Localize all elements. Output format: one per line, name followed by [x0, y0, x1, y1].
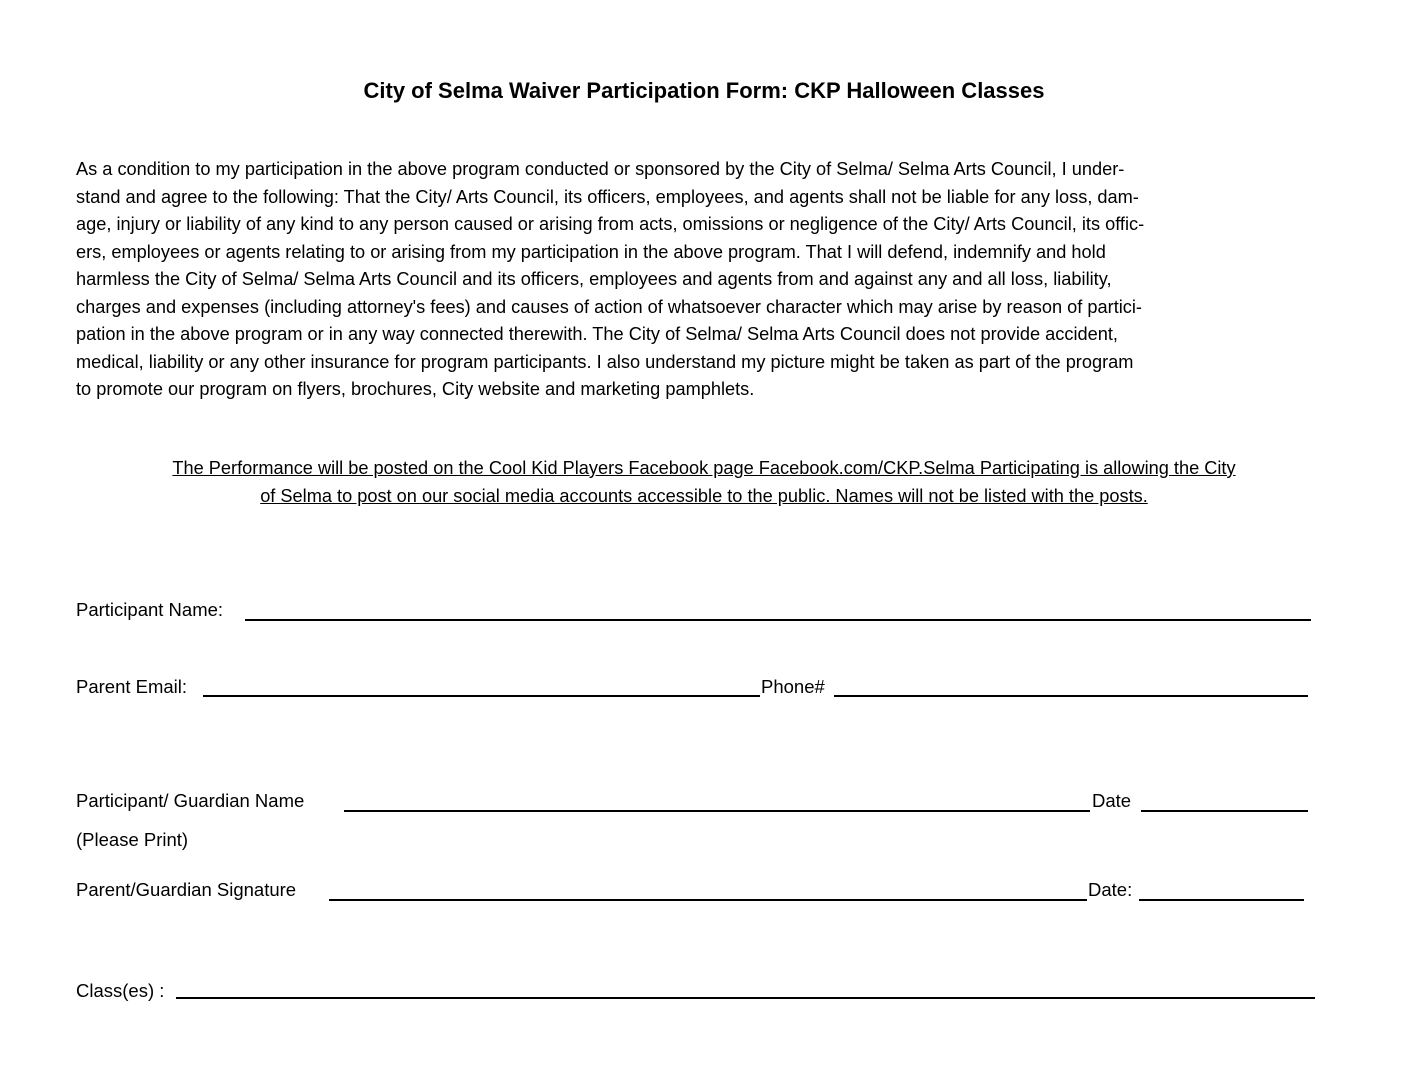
- classes-label: Class(es) :: [76, 980, 165, 1001]
- signature-field[interactable]: [329, 899, 1087, 901]
- date-field[interactable]: [1141, 810, 1308, 812]
- parent-email-field[interactable]: [203, 695, 760, 697]
- signature-date-label: Date:: [1088, 879, 1133, 900]
- paragraph-line: stand and agree to the following: That the City/ Arts Council, its officers, employees, and agents shall not be liable for any loss, dam-: [76, 186, 1139, 207]
- paragraph-line: charges and expenses (including attorney's fees) and causes of action of whatsoever character which may arise by reason of partici-: [76, 296, 1142, 317]
- notice-line: The Performance will be posted on the Cool Kid Players Facebook page Facebook.com/CKP.Selma Participating is allowing the City: [172, 458, 1236, 478]
- participant-name-label: Participant Name:: [76, 599, 224, 620]
- guardian-name-label: Participant/ Guardian Name: [76, 790, 305, 811]
- classes-field[interactable]: [176, 997, 1315, 999]
- paragraph-line: age, injury or liability of any kind to any person caused or arising from acts, omissions or negligence of the City/ Arts Council, its offic-: [76, 214, 1145, 234]
- social-media-notice: [60, 454, 1348, 510]
- paragraph-line: to promote our program on flyers, brochures, City website and marketing pamphlets.: [76, 379, 755, 399]
- signature-label: Parent/Guardian Signature: [76, 879, 297, 900]
- print-note: (Please Print): [76, 829, 189, 850]
- waiver-paragraph: [76, 156, 1338, 404]
- paragraph-line: pation in the above program or in any way connected therewith. The City of Selma/ Selma Arts Council does not provide accident,: [76, 324, 1118, 344]
- form-title: City of Selma Waiver Participation Form: CKP Halloween Classes: [363, 78, 1045, 103]
- phone-field[interactable]: [834, 695, 1308, 697]
- paragraph-line: harmless the City of Selma/ Selma Arts Council and its officers, employees and agents from and against any and all loss, liability,: [76, 269, 1112, 289]
- paragraph-line: medical, liability or any other insurance for program participants. I also understand my picture might be taken as part of the program: [76, 351, 1134, 372]
- paragraph-line: As a condition to my participation in the above program conducted or sponsored by the City of Selma/ Selma Arts Council, I under-: [76, 159, 1125, 179]
- participant-name-field[interactable]: [245, 619, 1311, 621]
- notice-line: of Selma to post on our social media accounts accessible to the public. Names will not be listed with the posts.: [260, 486, 1148, 506]
- guardian-name-field[interactable]: [344, 810, 1090, 812]
- phone-label: Phone#: [761, 676, 825, 697]
- signature-date-field[interactable]: [1139, 899, 1304, 901]
- parent-email-label: Parent Email:: [76, 676, 188, 697]
- date-label: Date: [1092, 790, 1132, 811]
- paragraph-line: ers, employees or agents relating to or arising from my participation in the above program. That I will defend, indemnify and hold: [76, 241, 1106, 262]
